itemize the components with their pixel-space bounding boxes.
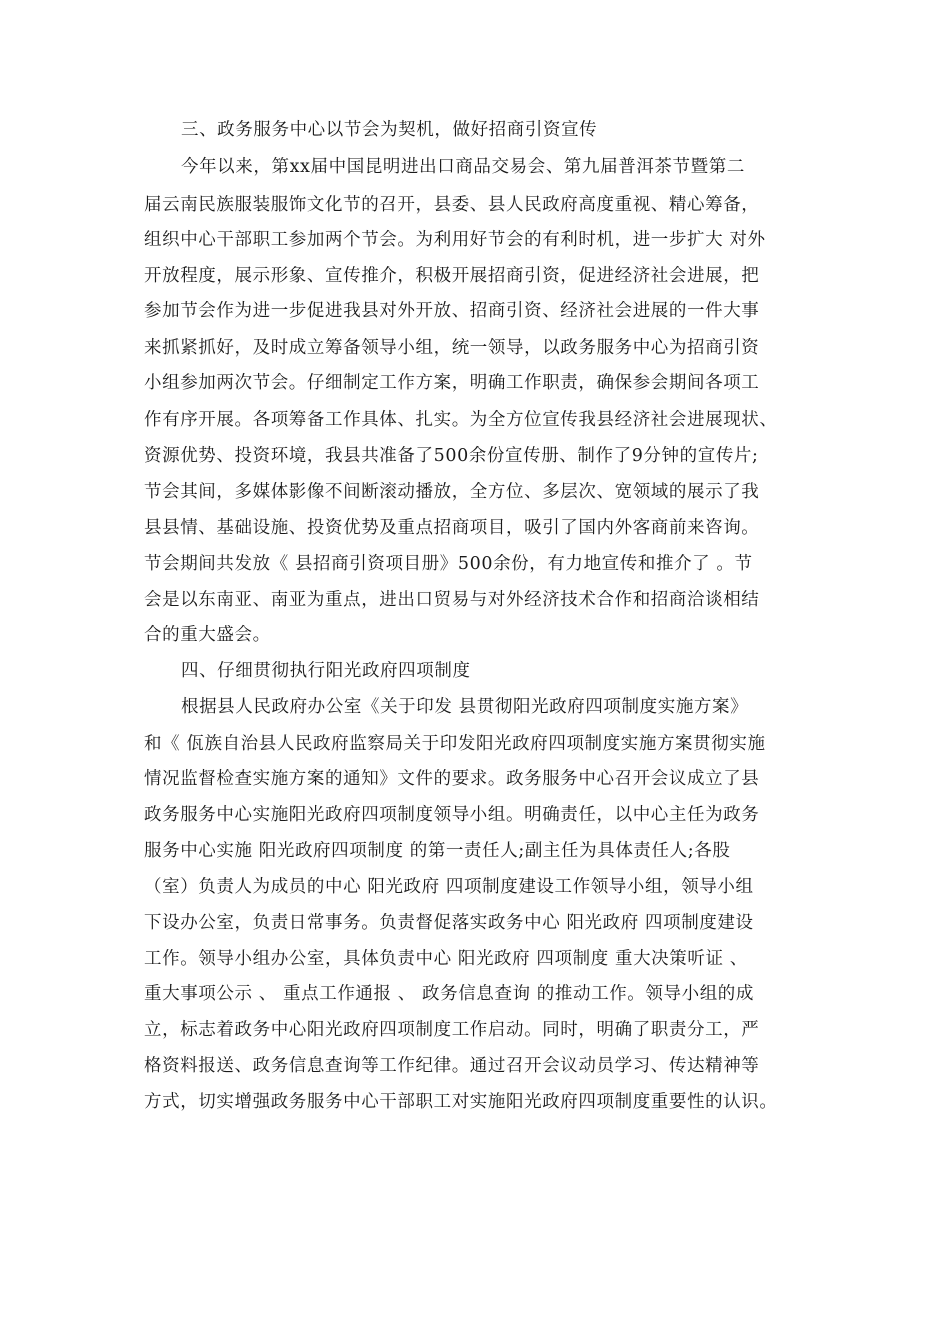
text-line: 政务服务中心实施阳光政府四项制度领导小组。明确责任，以中心主任为政务 [144,805,760,825]
text-line: 合的重大盛会。 [144,625,271,645]
text-line: 节会其间，多媒体影像不间断滚动播放，全方位、多层次、宽领域的展示了我 [144,482,760,502]
text-line: 届云南民族服装服饰文化节的召开，县委、县人民政府高度重视、精心筹备， [144,195,760,215]
text-line: 服务中心实施 阳光政府四项制度 的第一责任人;副主任为具体责任人;各股 [144,841,731,861]
text-line: 三、政务服务中心以节会为契机，做好招商引资宣传 [144,120,598,140]
text-line: 县县情、基础设施、投资优势及重点招商项目，吸引了国内外客商前来咨询。 [144,518,760,538]
text-line: 下设办公室，负责日常事务。负责督促落实政务中心 阳光政府 四项制度建设 [144,913,754,933]
text-line: 四、仔细贯彻执行阳光政府四项制度 [144,661,471,681]
text-line: 小组参加两次节会。仔细制定工作方案，明确工作职责，确保参会期间各项工 [144,373,760,393]
text-line: 开放程度，展示形象、宣传推介，积极开展招商引资，促进经济社会进展，把 [144,266,760,286]
text-line: 和《 佤族自治县人民政府监察局关于印发阳光政府四项制度实施方案贯彻实施 [144,734,766,754]
text-line: 今年以来，第xx届中国昆明进出口商品交易会、第九届普洱茶节暨第二 [144,157,745,177]
text-line: 资源优势、投资环境，我县共准备了500余份宣传册、制作了9分钟的宣传片; [144,446,759,466]
text-line: 立，标志着政务中心阳光政府四项制度工作启动。同时，明确了职责分工，严 [144,1020,760,1040]
text-line: 参加节会作为进一步促进我县对外开放、招商引资、经济社会进展的一件大事 [144,301,760,321]
text-line: 组织中心干部职工参加两个节会。为利用好节会的有利时机，进一步扩大 对外 [144,230,766,250]
text-line: 会是以东南亚、南亚为重点，进出口贸易与对外经济技术合作和招商洽谈相结 [144,590,760,610]
text-line: 工作。领导小组办公室，具体负责中心 阳光政府 四项制度 重大决策听证 、 [144,949,748,969]
text-line: 情况监督检查实施方案的通知》文件的要求。政务服务中心召开会议成立了县 [144,769,760,789]
text-line: 节会期间共发放《 县招商引资项目册》500余份，有力地宣传和推介了 。节 [144,554,753,574]
text-line: 重大事项公示 、 重点工作通报 、 政务信息查询 的推动工作。领导小组的成 [144,984,755,1004]
text-line: 作有序开展。各项筹备工作具体、扎实。为全方位宣传我县经济社会进展现状、 [144,410,778,430]
text-line: 根据县人民政府办公室《关于印发 县贯彻阳光政府四项制度实施方案》 [144,697,749,717]
text-line: 来抓紧抓好，及时成立筹备领导小组，统一领导，以政务服务中心为招商引资 [144,338,760,358]
text-line: （室）负责人为成员的中心 阳光政府 四项制度建设工作领导小组，领导小组 [144,877,754,897]
text-line: 方式，切实增强政务服务中心干部职工对实施阳光政府四项制度重要性的认识。 [144,1092,778,1112]
text-line: 格资料报送、政务信息查询等工作纪律。通过召开会议动员学习、传达精神等 [144,1056,760,1076]
